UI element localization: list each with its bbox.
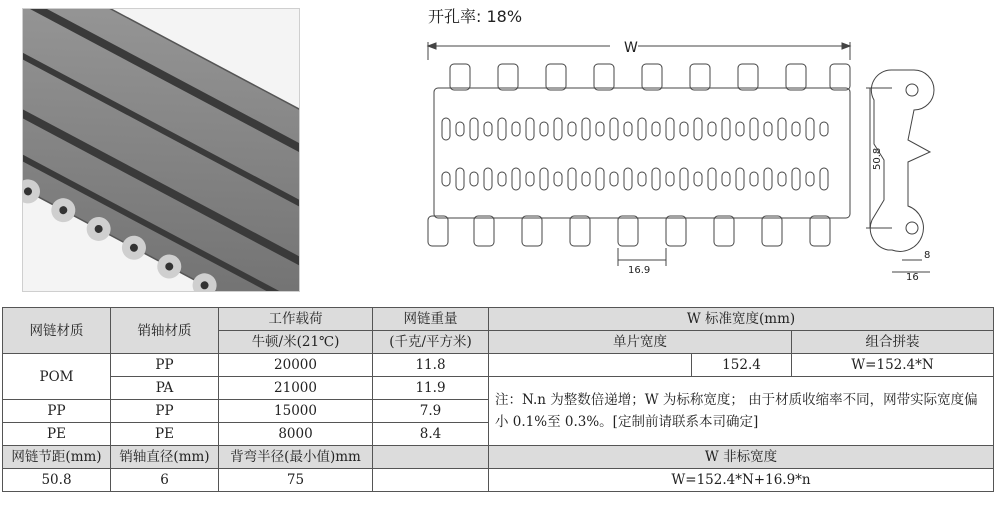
header-bend-radius: 背弯半径(最小值)mm [219,446,373,469]
belt-photo-illustration [23,9,299,291]
row-load: 15000 [219,400,373,423]
row-pin-material: PP [111,354,219,377]
row-belt-material: PE [3,423,111,446]
single-width-blank [489,354,692,377]
width-note: 注：N.n 为整数倍递增；W 为标称宽度； 由于材质收缩率不同，网带实际宽度偏小 0.1%至 0.3%。[定制前请联系本司确定] [489,377,994,446]
height-dimension-label: 50.8 [872,147,883,170]
nonstandard-width-value: W=152.4*N+16.9*n [489,469,994,492]
table-row [3,354,994,377]
row-load: 21000 [219,377,373,400]
thickness-dimension-label: 16 [906,272,919,280]
pitch-value: 50.8 [3,469,111,492]
combined-value: W=152.4*N [792,354,994,377]
header-pitch: 网链节距(mm) [3,446,111,469]
width-dimension-label: W [624,40,638,56]
pin-diameter-value: 6 [111,469,219,492]
header-standard-width: W 标准宽度(mm) [489,308,994,331]
row-weight: 7.9 [373,400,489,423]
row-load: 8000 [219,423,373,446]
row-weight: 11.9 [373,377,489,400]
row-pin-material: PE [111,423,219,446]
row-belt-material: PP [3,400,111,423]
row-weight: 8.4 [373,423,489,446]
header-blank [373,446,489,469]
header-combined: 组合拼装 [792,331,994,354]
row-weight: 11.8 [373,354,489,377]
product-photo [22,8,300,292]
header-nonstandard-width: W 非标宽度 [489,446,994,469]
row-pin-material: PP [111,400,219,423]
hole-dimension-label: 8 [924,250,931,261]
opening-rate-label: 开孔率: 18% [428,7,523,26]
header-belt-material: 网链材质 [3,308,111,354]
bend-radius-value: 75 [219,469,373,492]
spec-table [2,307,994,492]
header-pin-material: 销轴材质 [111,308,219,354]
pitch-dimension-label: 16.9 [628,265,651,276]
table-row [3,377,994,400]
header-load-unit: 牛顿/米(21℃) [219,331,373,354]
table-row [3,469,994,492]
single-width-value: 152.4 [692,354,792,377]
belt-top-view-drawing [420,30,860,280]
row-belt-material: POM [3,354,111,400]
header-belt-weight: 网链重量 [373,308,489,331]
row-pin-material: PA [111,377,219,400]
row-load: 20000 [219,354,373,377]
header-weight-unit: (千克/平方米) [373,331,489,354]
header-working-load: 工作载荷 [219,308,373,331]
belt-side-view-drawing [862,60,952,280]
blank-value [373,469,489,492]
header-single-width: 单片宽度 [489,331,792,354]
header-pin-diameter: 销轴直径(mm) [111,446,219,469]
